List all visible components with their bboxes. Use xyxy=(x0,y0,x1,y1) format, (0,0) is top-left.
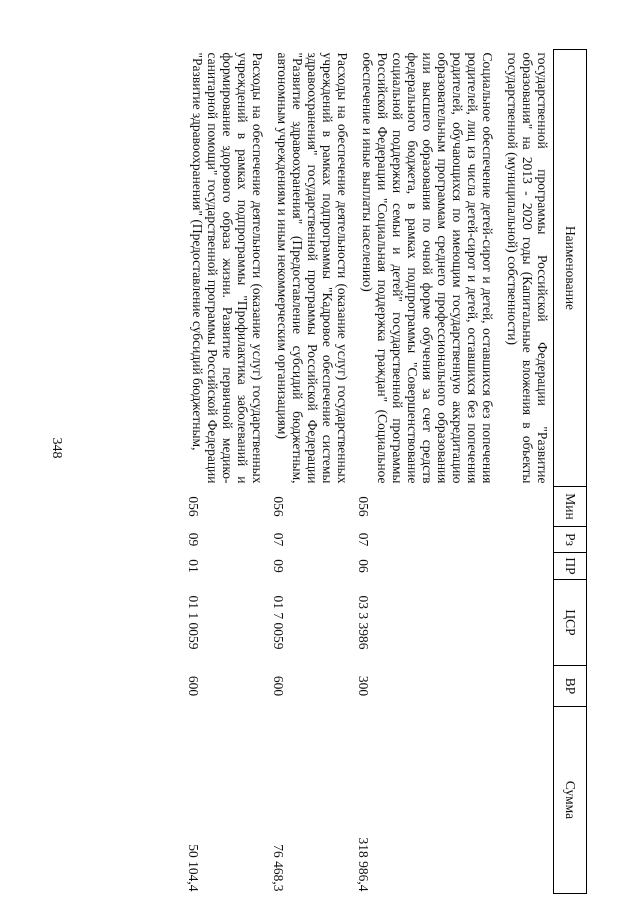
row-name: Расходы на обеспечение деятельности (оказание услуг) государственных учреждений в рамках подпрограммы "Профилактика заболеваний и формирование здорового образа жизни. Развитие первичной медико-санитарной помощи" государственной программы Российской Федерации "Развитие здравоохранения" (Предоставление субсидий бюджетным, xyxy=(190,52,265,484)
row-pr: 09 xyxy=(271,559,286,573)
row-min: 056 xyxy=(356,496,371,517)
row-sum: 318 986,4 xyxy=(356,837,371,892)
budget-table xyxy=(186,49,587,894)
row-min xyxy=(501,487,554,527)
table-row xyxy=(186,50,271,894)
row-min: 056 xyxy=(186,496,201,517)
row-vr: 600 xyxy=(271,675,286,697)
table-row xyxy=(271,50,356,894)
row-sum: 50 104,4 xyxy=(186,844,201,892)
row-name: государственной программы Российской Федерации "Развитие образования" на 2013 - 2020 годы (Капитальные вложения в объекты государственной (муниципальной) собственности) xyxy=(505,52,550,484)
row-rz: 07 xyxy=(271,532,286,547)
header-pr: ПР xyxy=(554,553,587,580)
row-vr: 600 xyxy=(186,675,201,697)
row-csr xyxy=(501,580,554,666)
row-csr: 01 1 0059 xyxy=(186,595,201,650)
row-csr: 01 7 0059 xyxy=(271,595,286,650)
header-vr: ВР xyxy=(554,666,587,707)
row-name: Социальное обеспечение детей-сирот и детей, оставшихся без попечения родителей, лиц из числа детей-сирот и детей, оставшихся без попечения родителей, обучающихся по имеющим государственную аккредитацию образовательным программам среднего профессионального образования или высшего образования по очной форме обучения за счет средств федерального бюджета, в рамках подпрограммы "Совершенствование социальной поддержки семьи и детей" государственной программы Российской Федерации "Социальная поддержка граждан" (Социальное обеспечение и иные выплаты населению) xyxy=(360,52,495,484)
rotated-page-content xyxy=(62,49,587,893)
header-csr: ЦСР xyxy=(554,580,587,666)
row-sum xyxy=(501,707,554,894)
row-pr: 06 xyxy=(356,559,371,573)
table-row xyxy=(356,50,501,894)
page-number: 348 xyxy=(49,437,64,459)
header-name: Наименование xyxy=(554,50,587,487)
table-row xyxy=(501,50,554,894)
table-header-row xyxy=(554,50,587,894)
header-rz: Рз xyxy=(554,527,587,553)
header-min: Мин xyxy=(554,487,587,527)
row-csr: 03 3 3986 xyxy=(356,595,371,650)
row-pr: 01 xyxy=(186,559,201,573)
row-pr xyxy=(501,553,554,580)
row-sum: 76 468,3 xyxy=(271,844,286,892)
row-rz xyxy=(501,527,554,553)
row-vr: 300 xyxy=(356,675,371,697)
row-vr xyxy=(501,666,554,707)
row-rz: 09 xyxy=(186,532,201,547)
row-rz: 07 xyxy=(356,532,371,547)
header-sum: Сумма xyxy=(554,707,587,894)
row-name: Расходы на обеспечение деятельности (оказание услуг) государственных учреждений в рамках подпрограммы "Кадровое обеспечение системы здравоохранения" государственной программы Российской Федерации "Развитие здравоохранения" (Предоставление субсидий бюджетным, автономным учреждениям и иным некоммерческим организациям) xyxy=(275,52,350,484)
row-min: 056 xyxy=(271,496,286,517)
